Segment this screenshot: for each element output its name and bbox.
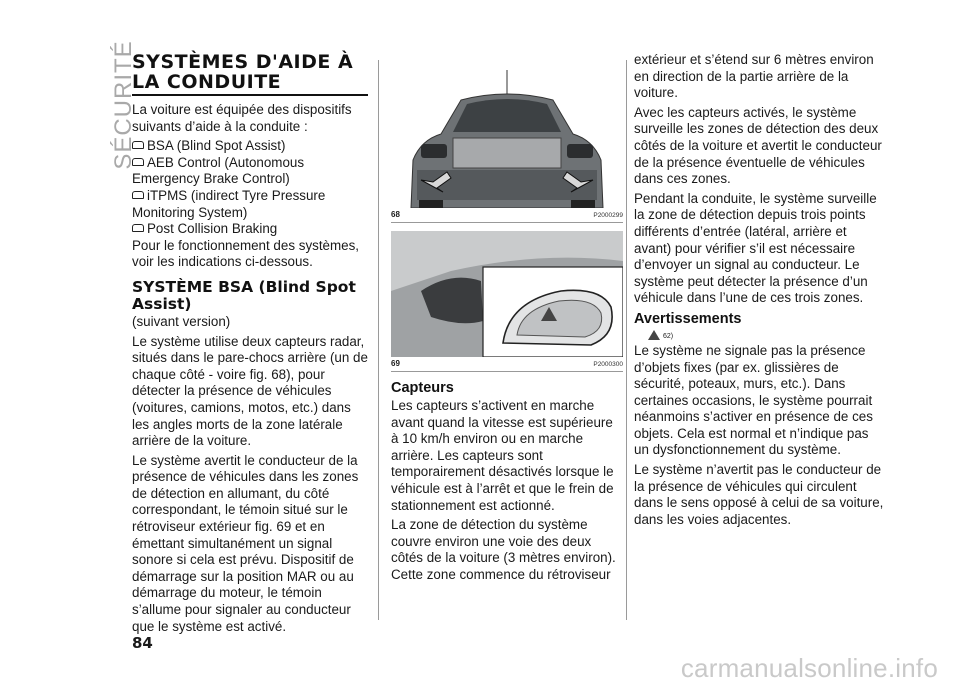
car-icon xyxy=(132,141,144,149)
watermark: carmanualsonline.info xyxy=(680,653,938,683)
figure-68-caption xyxy=(391,208,623,223)
car-icon xyxy=(132,191,144,199)
capteurs-paragraph-2: La zone de détection du système couvre environ une voie des deux côtés de la voiture (3 mètres environ). Cette zone commence du rétroviseur xyxy=(391,517,616,582)
column-divider-right xyxy=(626,60,627,620)
intro-text: La voiture est équipée des dispositifs suivants d’aide à la conduite : xyxy=(132,102,352,134)
figure-68-image xyxy=(391,60,623,208)
bsa-paragraph-2: Le système avertit le conducteur de la présence de véhicules dans les zones de détection en allumant, du côté correspondant, le témoin situé sur le rétroviseur extérieur fig. 69 et en émettant simultanément un signal sonore si cela est prévu. Dispositif de démarrage sur la position MAR ou au démarrage du moteur, le témoin s’allume pour signaler au conducteur que le système est activé. xyxy=(132,452,359,634)
bsa-paragraph-1: Le système utilise deux capteurs radar, situés dans le pare-chocs arrière (un de chaque côté - voire fig. 68), pour détecter la présence de véhicules (voitures, camions, motos, etc.) dans les angles morts de la zone latérale arrière de la voiture. xyxy=(132,333,368,449)
figure-code: P2000300 xyxy=(593,361,623,368)
bsa-heading: SYSTÈME BSA (Blind Spot Assist) xyxy=(132,277,356,313)
list-item: iTPMS (indirect Tyre Pressure Monitoring System) xyxy=(132,187,326,220)
figure-69-caption xyxy=(391,357,623,372)
paragraph-3: Pendant la conduite, le système surveille la zone de détection depuis trois points différents d’entrée (latéral, arrière et avant) pour vérifier s’il est nécessaire d’envoyer un signal au conducteur. Le système peut détecter la présence d’un véhicule dans l’une de ces trois zones. xyxy=(634,190,877,306)
figure-69-image xyxy=(391,231,623,357)
section-heading: SYSTÈMES D'AIDE À LA CONDUITE xyxy=(132,52,368,96)
figure-number: 69 xyxy=(391,359,400,368)
figure-number: 68 xyxy=(391,210,400,219)
section-title-text: SÉCURITÉ xyxy=(110,40,137,170)
mirror-illustration xyxy=(391,231,623,357)
warning-triangle-icon xyxy=(648,330,660,340)
column-divider-left xyxy=(378,60,379,620)
paragraph-continued: extérieur et s’étend sur 6 mètres environ en direction de la partie arrière de la voiture. xyxy=(634,52,874,101)
column-3 xyxy=(634,52,884,531)
car-icon xyxy=(132,224,144,232)
list-item: BSA (Blind Spot Assist) xyxy=(132,138,368,155)
avertissements-heading: Avertissements xyxy=(634,310,742,327)
figure-code: P2000299 xyxy=(593,212,623,219)
list-item: Post Collision Braking xyxy=(132,221,368,238)
warning-ref-number: 62) xyxy=(663,332,674,340)
avertissements-paragraph-1: Le système ne signale pas la présence d’objets fixes (par ex. glissières de sécurité, poteaux, murs, etc.). Dans certaines occasions, le système pourrait néanmoins s’activer en présence de ces objets. Cela est normal et n’indique pas un dysfonctionnement du système. xyxy=(634,342,873,458)
car-rear-illustration xyxy=(391,60,623,208)
bsa-subtitle: (suivant version) xyxy=(132,313,231,329)
list-item: AEB Control (Autonomous Emergency Brake Control) xyxy=(132,154,305,187)
column-2 xyxy=(391,60,623,587)
capteurs-heading: Capteurs xyxy=(391,380,454,396)
column-1 xyxy=(132,52,368,638)
avertissements-paragraph-2: Le système n’avertit pas le conducteur de la présence de véhicules qui circulent dans le sens opposé à celui de sa voiture, dans les voies adjacentes. xyxy=(634,462,884,527)
warning-reference xyxy=(648,330,884,340)
page-number: 84 xyxy=(132,634,153,652)
paragraph-2: Avec les capteurs activés, le système surveille les zones de détection des deux côtés de la voiture et avertit le conducteur de la présence éventuelle de véhicules dans ces zones. xyxy=(634,104,882,187)
car-icon xyxy=(132,158,144,166)
capteurs-paragraph-1: Les capteurs s’activent en marche avant quand la vitesse est supérieure à 10 km/h environ ou en marche arrière. Les capteurs sont temporairement désactivés lorsque le véhicule est à l’arrêt et que le frein de stationnement est actionné. xyxy=(391,398,614,513)
outro-text: Pour le fonctionnement des systèmes, voir les indications ci-dessous. xyxy=(132,237,360,270)
